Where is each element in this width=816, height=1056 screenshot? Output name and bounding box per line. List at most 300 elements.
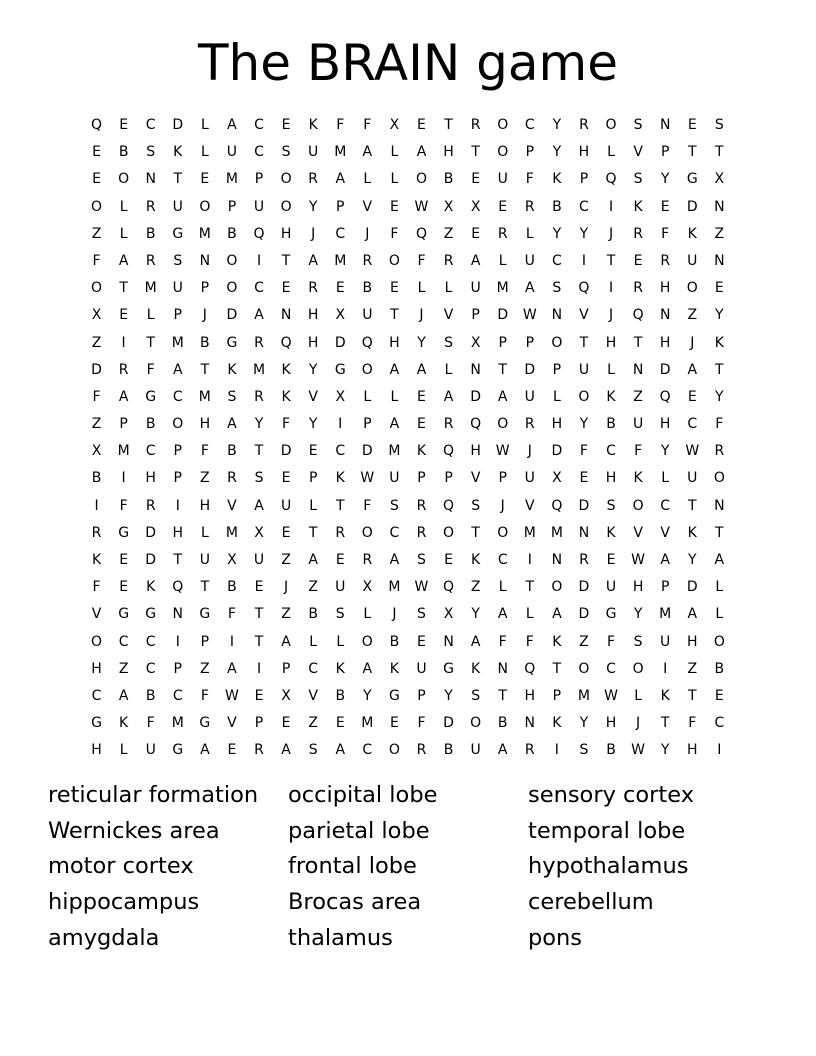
- grid-letter[interactable]: J: [365, 225, 370, 242]
- grid-letter[interactable]: W: [360, 470, 375, 487]
- grid-letter[interactable]: P: [417, 470, 426, 487]
- grid-letter[interactable]: H: [578, 144, 590, 161]
- grid-letter[interactable]: V: [470, 470, 481, 487]
- grid-letter[interactable]: Z: [91, 225, 102, 242]
- grid-letter[interactable]: U: [632, 416, 644, 433]
- grid-letter[interactable]: A: [497, 606, 508, 623]
- grid-letter[interactable]: D: [145, 552, 157, 568]
- grid-letter[interactable]: D: [91, 361, 102, 378]
- grid-letter[interactable]: S: [471, 687, 481, 704]
- grid-letter[interactable]: Q: [443, 443, 455, 460]
- grid-letter[interactable]: S: [633, 633, 643, 650]
- grid-letter[interactable]: D: [497, 307, 509, 324]
- grid-letter[interactable]: U: [389, 470, 400, 487]
- grid-letter[interactable]: A: [714, 552, 725, 568]
- grid-letter[interactable]: F: [498, 633, 507, 650]
- grid-letter[interactable]: F: [390, 225, 399, 242]
- grid-letter[interactable]: T: [335, 497, 345, 514]
- grid-letter[interactable]: C: [145, 633, 156, 650]
- grid-letter[interactable]: F: [92, 252, 101, 269]
- grid-letter[interactable]: L: [498, 252, 507, 269]
- grid-letter[interactable]: P: [200, 280, 210, 297]
- grid-letter[interactable]: R: [227, 470, 237, 487]
- grid-letter[interactable]: T: [471, 524, 480, 541]
- grid-letter[interactable]: R: [416, 742, 427, 759]
- grid-letter[interactable]: I: [338, 416, 343, 433]
- grid-letter[interactable]: U: [578, 361, 590, 378]
- grid-letter[interactable]: O: [470, 715, 482, 732]
- grid-letter[interactable]: A: [660, 552, 670, 568]
- grid-letter[interactable]: F: [336, 117, 345, 133]
- grid-letter[interactable]: N: [497, 660, 508, 677]
- grid-letter[interactable]: D: [686, 198, 698, 215]
- grid-letter[interactable]: W: [414, 198, 429, 215]
- grid-letter[interactable]: M: [198, 388, 211, 405]
- grid-letter[interactable]: U: [687, 470, 698, 487]
- grid-letter[interactable]: S: [606, 497, 616, 514]
- grid-letter[interactable]: H: [307, 307, 319, 324]
- grid-letter[interactable]: L: [119, 742, 128, 759]
- grid-letter[interactable]: N: [714, 252, 725, 269]
- grid-letter[interactable]: Y: [715, 307, 724, 324]
- grid-letter[interactable]: E: [417, 388, 426, 405]
- grid-letter[interactable]: P: [552, 687, 562, 704]
- grid-letter[interactable]: J: [392, 606, 397, 623]
- grid-letter[interactable]: F: [688, 715, 697, 732]
- grid-letter[interactable]: C: [254, 117, 264, 133]
- grid-letter[interactable]: X: [227, 552, 237, 568]
- grid-letter[interactable]: L: [417, 280, 426, 297]
- grid-letter[interactable]: R: [362, 552, 373, 568]
- grid-letter[interactable]: N: [443, 633, 454, 650]
- grid-letter[interactable]: P: [417, 687, 426, 704]
- grid-letter[interactable]: K: [91, 552, 102, 568]
- grid-letter[interactable]: E: [254, 687, 264, 704]
- grid-letter[interactable]: H: [199, 497, 211, 514]
- grid-letter[interactable]: R: [633, 225, 643, 242]
- grid-letter[interactable]: S: [633, 117, 643, 133]
- grid-letter[interactable]: X: [254, 524, 264, 541]
- grid-letter[interactable]: Z: [281, 606, 291, 623]
- grid-letter[interactable]: F: [661, 225, 670, 242]
- grid-letter[interactable]: A: [118, 252, 129, 269]
- grid-letter[interactable]: R: [308, 171, 319, 188]
- grid-letter[interactable]: P: [552, 361, 562, 378]
- grid-letter[interactable]: P: [173, 470, 182, 487]
- grid-letter[interactable]: O: [361, 361, 373, 378]
- grid-letter[interactable]: R: [254, 388, 264, 405]
- grid-letter[interactable]: E: [633, 252, 643, 269]
- grid-letter[interactable]: X: [362, 579, 373, 596]
- grid-letter[interactable]: A: [389, 416, 400, 433]
- grid-letter[interactable]: S: [633, 171, 643, 188]
- grid-letter[interactable]: H: [686, 742, 698, 759]
- grid-letter[interactable]: N: [172, 606, 184, 623]
- grid-letter[interactable]: M: [496, 280, 509, 297]
- grid-letter[interactable]: D: [578, 606, 590, 623]
- grid-letter[interactable]: Y: [363, 687, 372, 704]
- grid-letter[interactable]: J: [284, 579, 289, 596]
- grid-letter[interactable]: R: [145, 497, 156, 514]
- grid-letter[interactable]: V: [227, 715, 237, 732]
- grid-letter[interactable]: J: [311, 225, 316, 242]
- grid-letter[interactable]: E: [714, 280, 724, 297]
- grid-letter[interactable]: E: [335, 715, 345, 732]
- grid-letter[interactable]: D: [470, 388, 482, 405]
- grid-letter[interactable]: E: [471, 225, 481, 242]
- grid-letter[interactable]: L: [309, 497, 318, 514]
- grid-letter[interactable]: F: [606, 633, 616, 650]
- grid-letter[interactable]: Z: [633, 388, 643, 405]
- grid-letter[interactable]: N: [578, 524, 590, 541]
- grid-letter[interactable]: E: [335, 280, 345, 297]
- grid-letter[interactable]: C: [308, 660, 319, 677]
- grid-letter[interactable]: Z: [470, 579, 481, 596]
- grid-letter[interactable]: T: [715, 144, 724, 161]
- grid-letter[interactable]: S: [146, 144, 156, 161]
- grid-letter[interactable]: M: [144, 280, 157, 297]
- grid-letter[interactable]: J: [608, 307, 614, 324]
- grid-letter[interactable]: B: [443, 171, 454, 188]
- grid-letter[interactable]: D: [226, 307, 238, 324]
- grid-letter[interactable]: H: [389, 334, 400, 351]
- grid-letter[interactable]: B: [118, 144, 129, 161]
- grid-letter[interactable]: T: [606, 252, 616, 269]
- grid-letter[interactable]: O: [361, 524, 373, 541]
- grid-letter[interactable]: O: [578, 660, 590, 677]
- grid-letter[interactable]: D: [145, 524, 157, 541]
- grid-letter[interactable]: L: [200, 144, 209, 161]
- grid-letter[interactable]: N: [524, 715, 536, 732]
- grid-letter[interactable]: V: [362, 198, 373, 215]
- grid-letter[interactable]: O: [713, 470, 725, 487]
- grid-letter[interactable]: V: [660, 524, 670, 541]
- grid-letter[interactable]: U: [335, 579, 346, 596]
- grid-letter[interactable]: B: [335, 687, 346, 704]
- grid-letter[interactable]: Y: [660, 742, 670, 759]
- grid-letter[interactable]: E: [281, 280, 291, 297]
- grid-letter[interactable]: U: [308, 144, 319, 161]
- grid-letter[interactable]: L: [525, 606, 534, 623]
- grid-letter[interactable]: S: [227, 388, 237, 405]
- grid-letter[interactable]: L: [715, 606, 724, 623]
- grid-letter[interactable]: Q: [632, 307, 644, 324]
- grid-letter[interactable]: F: [363, 497, 372, 514]
- grid-letter[interactable]: F: [119, 497, 128, 514]
- grid-letter[interactable]: E: [92, 144, 101, 161]
- grid-letter[interactable]: O: [91, 198, 103, 215]
- grid-letter[interactable]: O: [497, 144, 509, 161]
- grid-letter[interactable]: X: [91, 307, 102, 324]
- grid-letter[interactable]: A: [416, 361, 427, 378]
- grid-letter[interactable]: L: [390, 171, 399, 188]
- grid-letter[interactable]: G: [118, 606, 130, 623]
- grid-letter[interactable]: F: [227, 606, 236, 623]
- grid-letter[interactable]: P: [525, 334, 535, 351]
- grid-letter[interactable]: Z: [200, 470, 210, 487]
- grid-letter[interactable]: T: [498, 361, 507, 378]
- grid-letter[interactable]: I: [608, 198, 614, 215]
- grid-letter[interactable]: A: [308, 252, 318, 269]
- grid-letter[interactable]: E: [687, 388, 697, 405]
- grid-letter[interactable]: Y: [552, 225, 562, 242]
- grid-letter[interactable]: Q: [659, 388, 671, 405]
- grid-letter[interactable]: E: [389, 715, 399, 732]
- grid-letter[interactable]: O: [226, 252, 238, 269]
- grid-letter[interactable]: U: [470, 742, 481, 759]
- grid-letter[interactable]: V: [308, 388, 318, 405]
- grid-letter[interactable]: W: [495, 443, 510, 460]
- grid-letter[interactable]: L: [715, 579, 724, 596]
- grid-letter[interactable]: J: [527, 443, 532, 460]
- grid-letter[interactable]: R: [579, 552, 589, 568]
- grid-letter[interactable]: N: [199, 252, 211, 269]
- grid-letter[interactable]: M: [198, 225, 211, 242]
- grid-letter[interactable]: U: [470, 280, 481, 297]
- grid-letter[interactable]: T: [471, 144, 480, 161]
- grid-letter[interactable]: B: [389, 633, 400, 650]
- grid-letter[interactable]: E: [281, 715, 291, 732]
- grid-letter[interactable]: A: [470, 252, 481, 269]
- grid-letter[interactable]: H: [605, 470, 617, 487]
- grid-letter[interactable]: O: [91, 633, 103, 650]
- grid-letter[interactable]: E: [389, 280, 399, 297]
- grid-letter[interactable]: A: [335, 171, 346, 188]
- grid-letter[interactable]: Z: [200, 660, 210, 677]
- grid-letter[interactable]: L: [363, 171, 372, 188]
- grid-letter[interactable]: A: [362, 660, 373, 677]
- grid-letter[interactable]: O: [713, 633, 725, 650]
- grid-letter[interactable]: X: [91, 443, 102, 460]
- grid-letter[interactable]: L: [200, 117, 209, 133]
- grid-letter[interactable]: P: [498, 334, 507, 351]
- grid-letter[interactable]: O: [551, 579, 563, 596]
- grid-letter[interactable]: E: [119, 117, 129, 133]
- grid-letter[interactable]: N: [145, 171, 156, 188]
- grid-letter[interactable]: C: [606, 660, 616, 677]
- grid-letter[interactable]: H: [605, 334, 617, 351]
- grid-letter[interactable]: B: [145, 416, 156, 433]
- grid-letter[interactable]: Y: [633, 606, 643, 623]
- grid-letter[interactable]: F: [92, 388, 101, 405]
- grid-letter[interactable]: M: [334, 252, 347, 269]
- grid-letter[interactable]: K: [308, 117, 318, 133]
- grid-letter[interactable]: A: [470, 633, 481, 650]
- grid-letter[interactable]: Y: [552, 144, 562, 161]
- grid-letter[interactable]: M: [523, 524, 536, 541]
- grid-letter[interactable]: G: [199, 715, 211, 732]
- grid-letter[interactable]: H: [199, 416, 211, 433]
- grid-letter[interactable]: D: [524, 361, 536, 378]
- grid-letter[interactable]: Z: [687, 307, 698, 324]
- grid-letter[interactable]: K: [471, 552, 481, 568]
- grid-letter[interactable]: F: [363, 117, 372, 133]
- grid-letter[interactable]: Q: [361, 334, 373, 351]
- grid-letter[interactable]: N: [714, 497, 725, 514]
- grid-letter[interactable]: X: [443, 606, 454, 623]
- grid-letter[interactable]: K: [119, 715, 129, 732]
- grid-letter[interactable]: A: [172, 361, 183, 378]
- grid-letter[interactable]: R: [714, 443, 725, 460]
- grid-letter[interactable]: G: [118, 524, 130, 541]
- grid-letter[interactable]: V: [579, 307, 589, 324]
- grid-letter[interactable]: E: [254, 579, 264, 596]
- grid-letter[interactable]: Y: [579, 225, 589, 242]
- grid-letter[interactable]: I: [717, 742, 722, 759]
- grid-letter[interactable]: H: [307, 334, 319, 351]
- grid-letter[interactable]: Y: [660, 443, 670, 460]
- grid-letter[interactable]: T: [119, 280, 128, 297]
- grid-letter[interactable]: R: [118, 361, 129, 378]
- grid-letter[interactable]: W: [631, 742, 646, 759]
- grid-letter[interactable]: Z: [118, 660, 129, 677]
- grid-letter[interactable]: H: [551, 416, 563, 433]
- grid-letter[interactable]: W: [631, 552, 646, 568]
- grid-letter[interactable]: A: [200, 742, 210, 759]
- grid-letter[interactable]: Y: [579, 416, 589, 433]
- grid-letter[interactable]: Y: [444, 687, 453, 704]
- grid-letter[interactable]: D: [578, 497, 590, 514]
- grid-letter[interactable]: R: [524, 416, 535, 433]
- grid-letter[interactable]: C: [172, 388, 183, 405]
- grid-letter[interactable]: O: [172, 416, 184, 433]
- grid-letter[interactable]: C: [254, 280, 264, 297]
- grid-letter[interactable]: Q: [415, 225, 427, 242]
- grid-letter[interactable]: U: [687, 252, 698, 269]
- grid-letter[interactable]: L: [390, 388, 399, 405]
- grid-letter[interactable]: A: [254, 497, 264, 514]
- grid-letter[interactable]: K: [606, 524, 616, 541]
- grid-letter[interactable]: I: [121, 470, 126, 487]
- grid-letter[interactable]: R: [308, 280, 319, 297]
- grid-letter[interactable]: Z: [687, 660, 698, 677]
- grid-letter[interactable]: R: [145, 252, 156, 269]
- grid-letter[interactable]: O: [497, 524, 509, 541]
- grid-letter[interactable]: M: [388, 579, 401, 596]
- grid-letter[interactable]: U: [660, 633, 671, 650]
- grid-letter[interactable]: L: [390, 144, 399, 161]
- grid-letter[interactable]: I: [256, 252, 262, 269]
- grid-letter[interactable]: B: [145, 687, 156, 704]
- grid-letter[interactable]: H: [280, 225, 292, 242]
- grid-letter[interactable]: G: [388, 687, 400, 704]
- grid-letter[interactable]: Q: [443, 579, 455, 596]
- grid-letter[interactable]: W: [522, 307, 537, 324]
- grid-letter[interactable]: C: [172, 687, 183, 704]
- grid-letter[interactable]: J: [636, 715, 641, 732]
- grid-letter[interactable]: B: [227, 443, 237, 460]
- grid-letter[interactable]: S: [552, 280, 562, 297]
- grid-letter[interactable]: A: [281, 633, 291, 650]
- grid-letter[interactable]: U: [253, 198, 265, 215]
- grid-letter[interactable]: F: [200, 443, 209, 460]
- grid-letter[interactable]: O: [199, 198, 211, 215]
- grid-letter[interactable]: U: [524, 388, 535, 405]
- grid-letter[interactable]: Y: [687, 552, 697, 568]
- grid-letter[interactable]: C: [91, 687, 102, 704]
- grid-letter[interactable]: F: [634, 443, 643, 460]
- grid-letter[interactable]: B: [497, 715, 508, 732]
- grid-letter[interactable]: U: [226, 144, 238, 161]
- grid-letter[interactable]: X: [389, 117, 400, 133]
- grid-letter[interactable]: G: [443, 660, 454, 677]
- grid-letter[interactable]: L: [498, 579, 507, 596]
- grid-letter[interactable]: H: [91, 660, 102, 677]
- grid-letter[interactable]: L: [200, 524, 209, 541]
- grid-letter[interactable]: L: [119, 225, 128, 242]
- grid-letter[interactable]: R: [579, 117, 589, 133]
- grid-letter[interactable]: S: [579, 742, 589, 759]
- grid-letter[interactable]: A: [497, 742, 508, 759]
- grid-letter[interactable]: F: [146, 361, 155, 378]
- grid-letter[interactable]: O: [226, 280, 238, 297]
- grid-letter[interactable]: H: [524, 687, 536, 704]
- grid-letter[interactable]: I: [581, 252, 587, 269]
- grid-letter[interactable]: Y: [660, 171, 670, 188]
- grid-letter[interactable]: M: [388, 443, 401, 460]
- grid-letter[interactable]: D: [659, 361, 671, 378]
- grid-letter[interactable]: T: [687, 497, 697, 514]
- grid-letter[interactable]: F: [715, 416, 724, 433]
- grid-letter[interactable]: P: [254, 715, 264, 732]
- grid-letter[interactable]: Q: [605, 171, 617, 188]
- grid-letter[interactable]: E: [281, 470, 291, 487]
- grid-letter[interactable]: K: [714, 334, 724, 351]
- grid-letter[interactable]: O: [91, 280, 103, 297]
- grid-letter[interactable]: T: [254, 633, 264, 650]
- grid-letter[interactable]: A: [552, 606, 562, 623]
- grid-letter[interactable]: K: [281, 361, 291, 378]
- grid-letter[interactable]: H: [91, 742, 102, 759]
- grid-letter[interactable]: K: [552, 171, 562, 188]
- grid-letter[interactable]: X: [335, 307, 346, 324]
- grid-letter[interactable]: L: [444, 361, 453, 378]
- grid-letter[interactable]: I: [175, 633, 180, 650]
- grid-letter[interactable]: P: [660, 144, 670, 161]
- grid-letter[interactable]: A: [227, 660, 237, 677]
- grid-letter[interactable]: S: [389, 497, 399, 514]
- grid-letter[interactable]: S: [714, 117, 724, 133]
- grid-letter[interactable]: O: [118, 171, 130, 188]
- grid-letter[interactable]: B: [714, 660, 725, 677]
- grid-letter[interactable]: M: [171, 334, 184, 351]
- grid-letter[interactable]: O: [497, 117, 509, 133]
- grid-letter[interactable]: X: [470, 198, 481, 215]
- grid-letter[interactable]: T: [687, 687, 697, 704]
- grid-letter[interactable]: Y: [715, 388, 724, 405]
- grid-letter[interactable]: F: [282, 416, 291, 433]
- grid-letter[interactable]: I: [175, 497, 180, 514]
- grid-letter[interactable]: I: [527, 552, 532, 568]
- grid-letter[interactable]: Z: [91, 416, 102, 433]
- grid-letter[interactable]: E: [119, 307, 129, 324]
- grid-letter[interactable]: A: [687, 361, 698, 378]
- grid-letter[interactable]: T: [200, 579, 210, 596]
- grid-letter[interactable]: R: [416, 524, 427, 541]
- grid-letter[interactable]: Q: [91, 117, 103, 133]
- grid-letter[interactable]: Q: [524, 660, 536, 677]
- grid-letter[interactable]: F: [200, 687, 209, 704]
- grid-letter[interactable]: M: [252, 361, 266, 378]
- grid-letter[interactable]: U: [253, 552, 265, 568]
- grid-letter[interactable]: G: [172, 742, 184, 759]
- grid-letter[interactable]: G: [91, 715, 102, 732]
- grid-letter[interactable]: T: [146, 334, 155, 351]
- grid-letter[interactable]: P: [173, 443, 182, 460]
- grid-letter[interactable]: O: [605, 117, 617, 133]
- grid-letter[interactable]: A: [389, 552, 400, 568]
- grid-letter[interactable]: L: [363, 388, 372, 405]
